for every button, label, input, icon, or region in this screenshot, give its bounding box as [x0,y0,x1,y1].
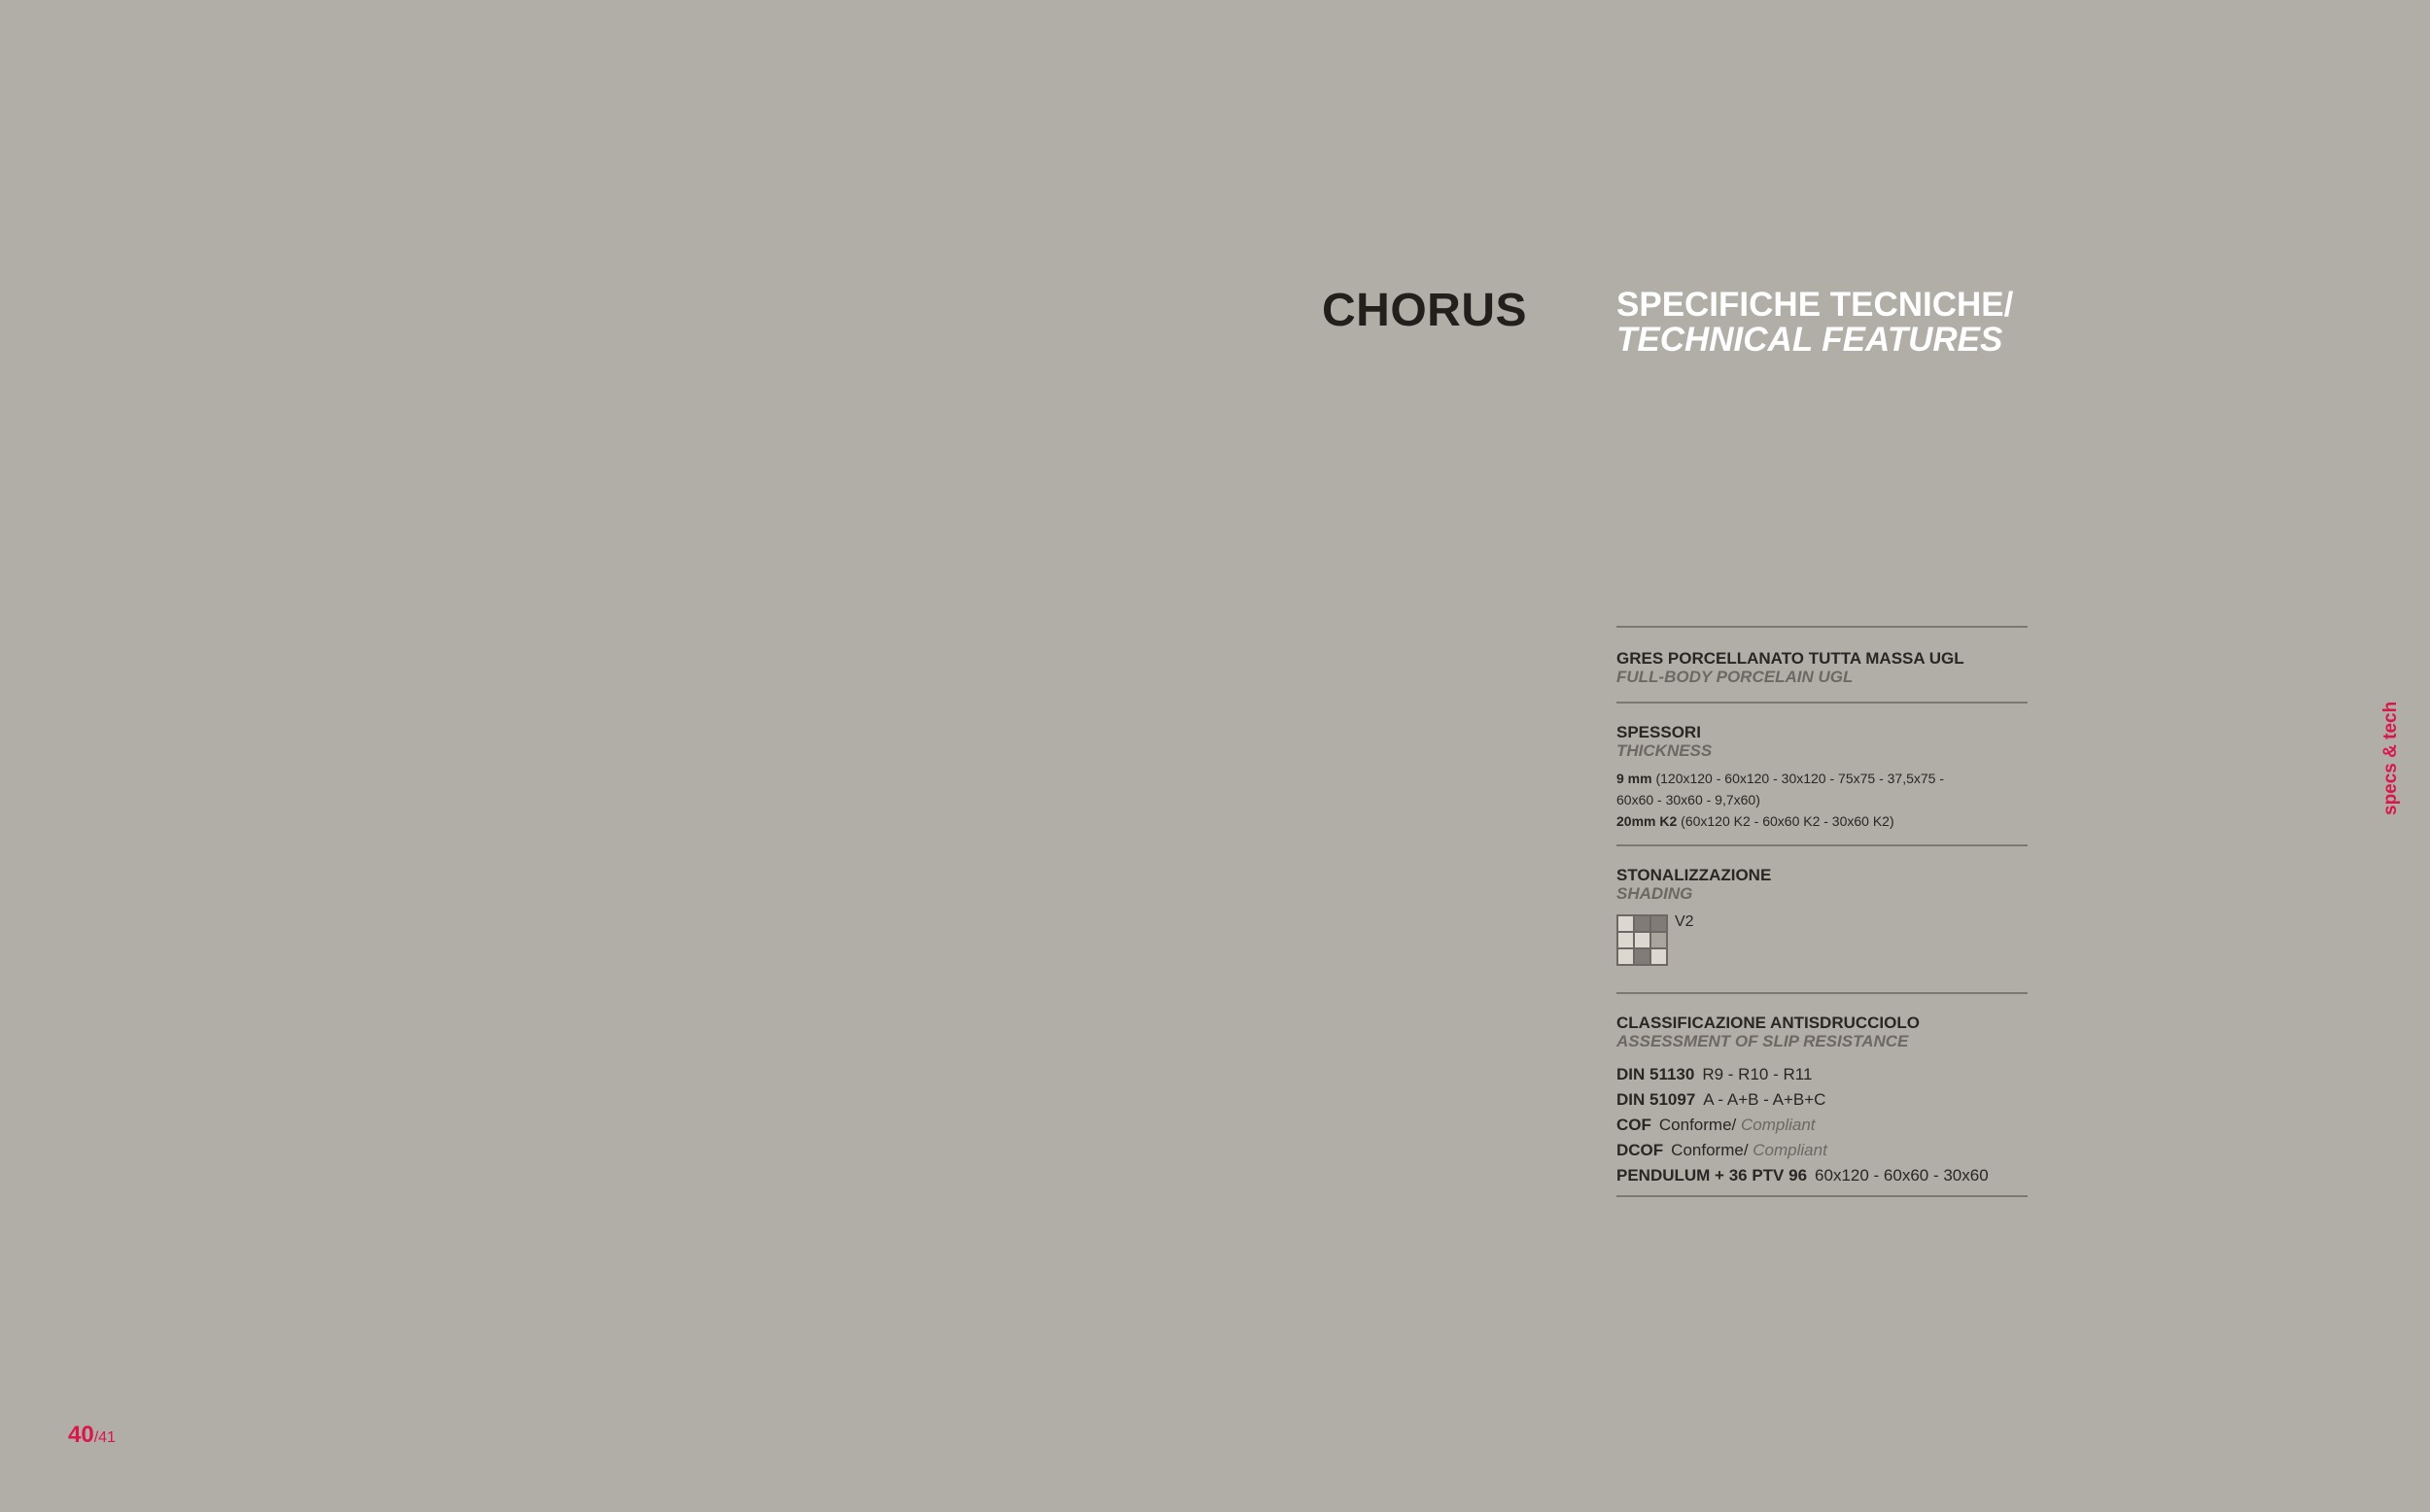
slip-key: PENDULUM + 36 PTV 96 [1616,1166,1808,1185]
thickness-row [1616,768,2028,789]
shading-subheading: SHADING [1616,884,1693,903]
slip-key: COF [1616,1116,1651,1134]
thickness-row [1616,810,2028,832]
slip-heading: CLASSIFICAZIONE ANTISDRUCCIOLO [1616,1014,1920,1032]
page-next: /41 [93,1429,116,1446]
shading-grid-icon [1616,914,1668,966]
material-heading: GRES PORCELLANATO TUTTA MASSA UGL [1616,649,1964,668]
slip-value-english: Compliant [1740,1116,1816,1134]
thickness-value: (60x120 K2 - 60x60 K2 - 30x60 K2) [1681,813,1894,829]
slip-subheading: ASSESSMENT OF SLIP RESISTANCE [1616,1032,1909,1050]
shading-cell [1650,948,1667,965]
slip-value: Conforme/ [1671,1141,1753,1159]
shading-heading: STONALIZZAZIONE [1616,866,1772,884]
slip-row-dcof [1616,1138,2028,1163]
thickness-row [1616,789,2028,810]
slip-value-english: Compliant [1753,1141,1827,1159]
slip-row-din51097 [1616,1087,2028,1113]
slip-value: Conforme/ [1658,1116,1741,1134]
slip-row-cof [1616,1113,2028,1138]
shading-cell [1617,948,1634,965]
thickness-key: 20mm K2 [1616,813,1678,829]
material-subheading: FULL-BODY PORCELAIN UGL [1616,668,1854,686]
thickness-heading: SPESSORI [1616,723,1701,741]
shading-cell [1634,932,1650,948]
slip-value: A - A+B - A+B+C [1703,1090,1826,1109]
collection-name: CHORUS [1322,285,1528,336]
spec-thickness [1616,702,2028,844]
section-title-italian: SPECIFICHE TECNICHE/ [1616,286,2014,324]
shading-cell [1634,915,1650,932]
thickness-value: 60x60 - 30x60 - 9,7x60) [1616,792,1760,808]
slip-key: DIN 51130 [1616,1065,1695,1083]
section-title [1616,288,2102,358]
specs-panel [1616,626,2028,1197]
slip-row-pendulum [1616,1163,2028,1188]
shading-cell [1617,915,1634,932]
shading-value: V2 [1675,913,1694,930]
spec-shading [1616,844,2028,992]
slip-value: 60x120 - 60x60 - 30x60 [1815,1166,1989,1185]
spec-slip-resistance [1616,992,2028,1197]
slip-key: DIN 51097 [1616,1090,1696,1109]
thickness-key: 9 mm [1616,771,1652,786]
slip-row-din51130 [1616,1062,2028,1087]
slip-value: R9 - R10 - R11 [1702,1065,1813,1083]
spec-material [1616,626,2028,702]
thickness-value: (120x120 - 60x120 - 30x120 - 75x75 - 37,5x75 - [1655,771,1944,786]
side-tab-specs-tech[interactable]: specs & tech [2380,701,2401,815]
page-current: 40 [68,1422,94,1448]
shading-row [1616,914,2028,966]
slip-list [1616,1062,2028,1188]
shading-cell [1650,932,1667,948]
shading-cell [1650,915,1667,932]
section-title-english: TECHNICAL FEATURES [1616,321,2003,359]
slip-key: DCOF [1616,1141,1664,1159]
page-number [68,1421,116,1453]
thickness-list [1616,768,2028,832]
shading-cell [1617,932,1634,948]
thickness-subheading: THICKNESS [1616,741,1713,760]
shading-cell [1634,948,1650,965]
